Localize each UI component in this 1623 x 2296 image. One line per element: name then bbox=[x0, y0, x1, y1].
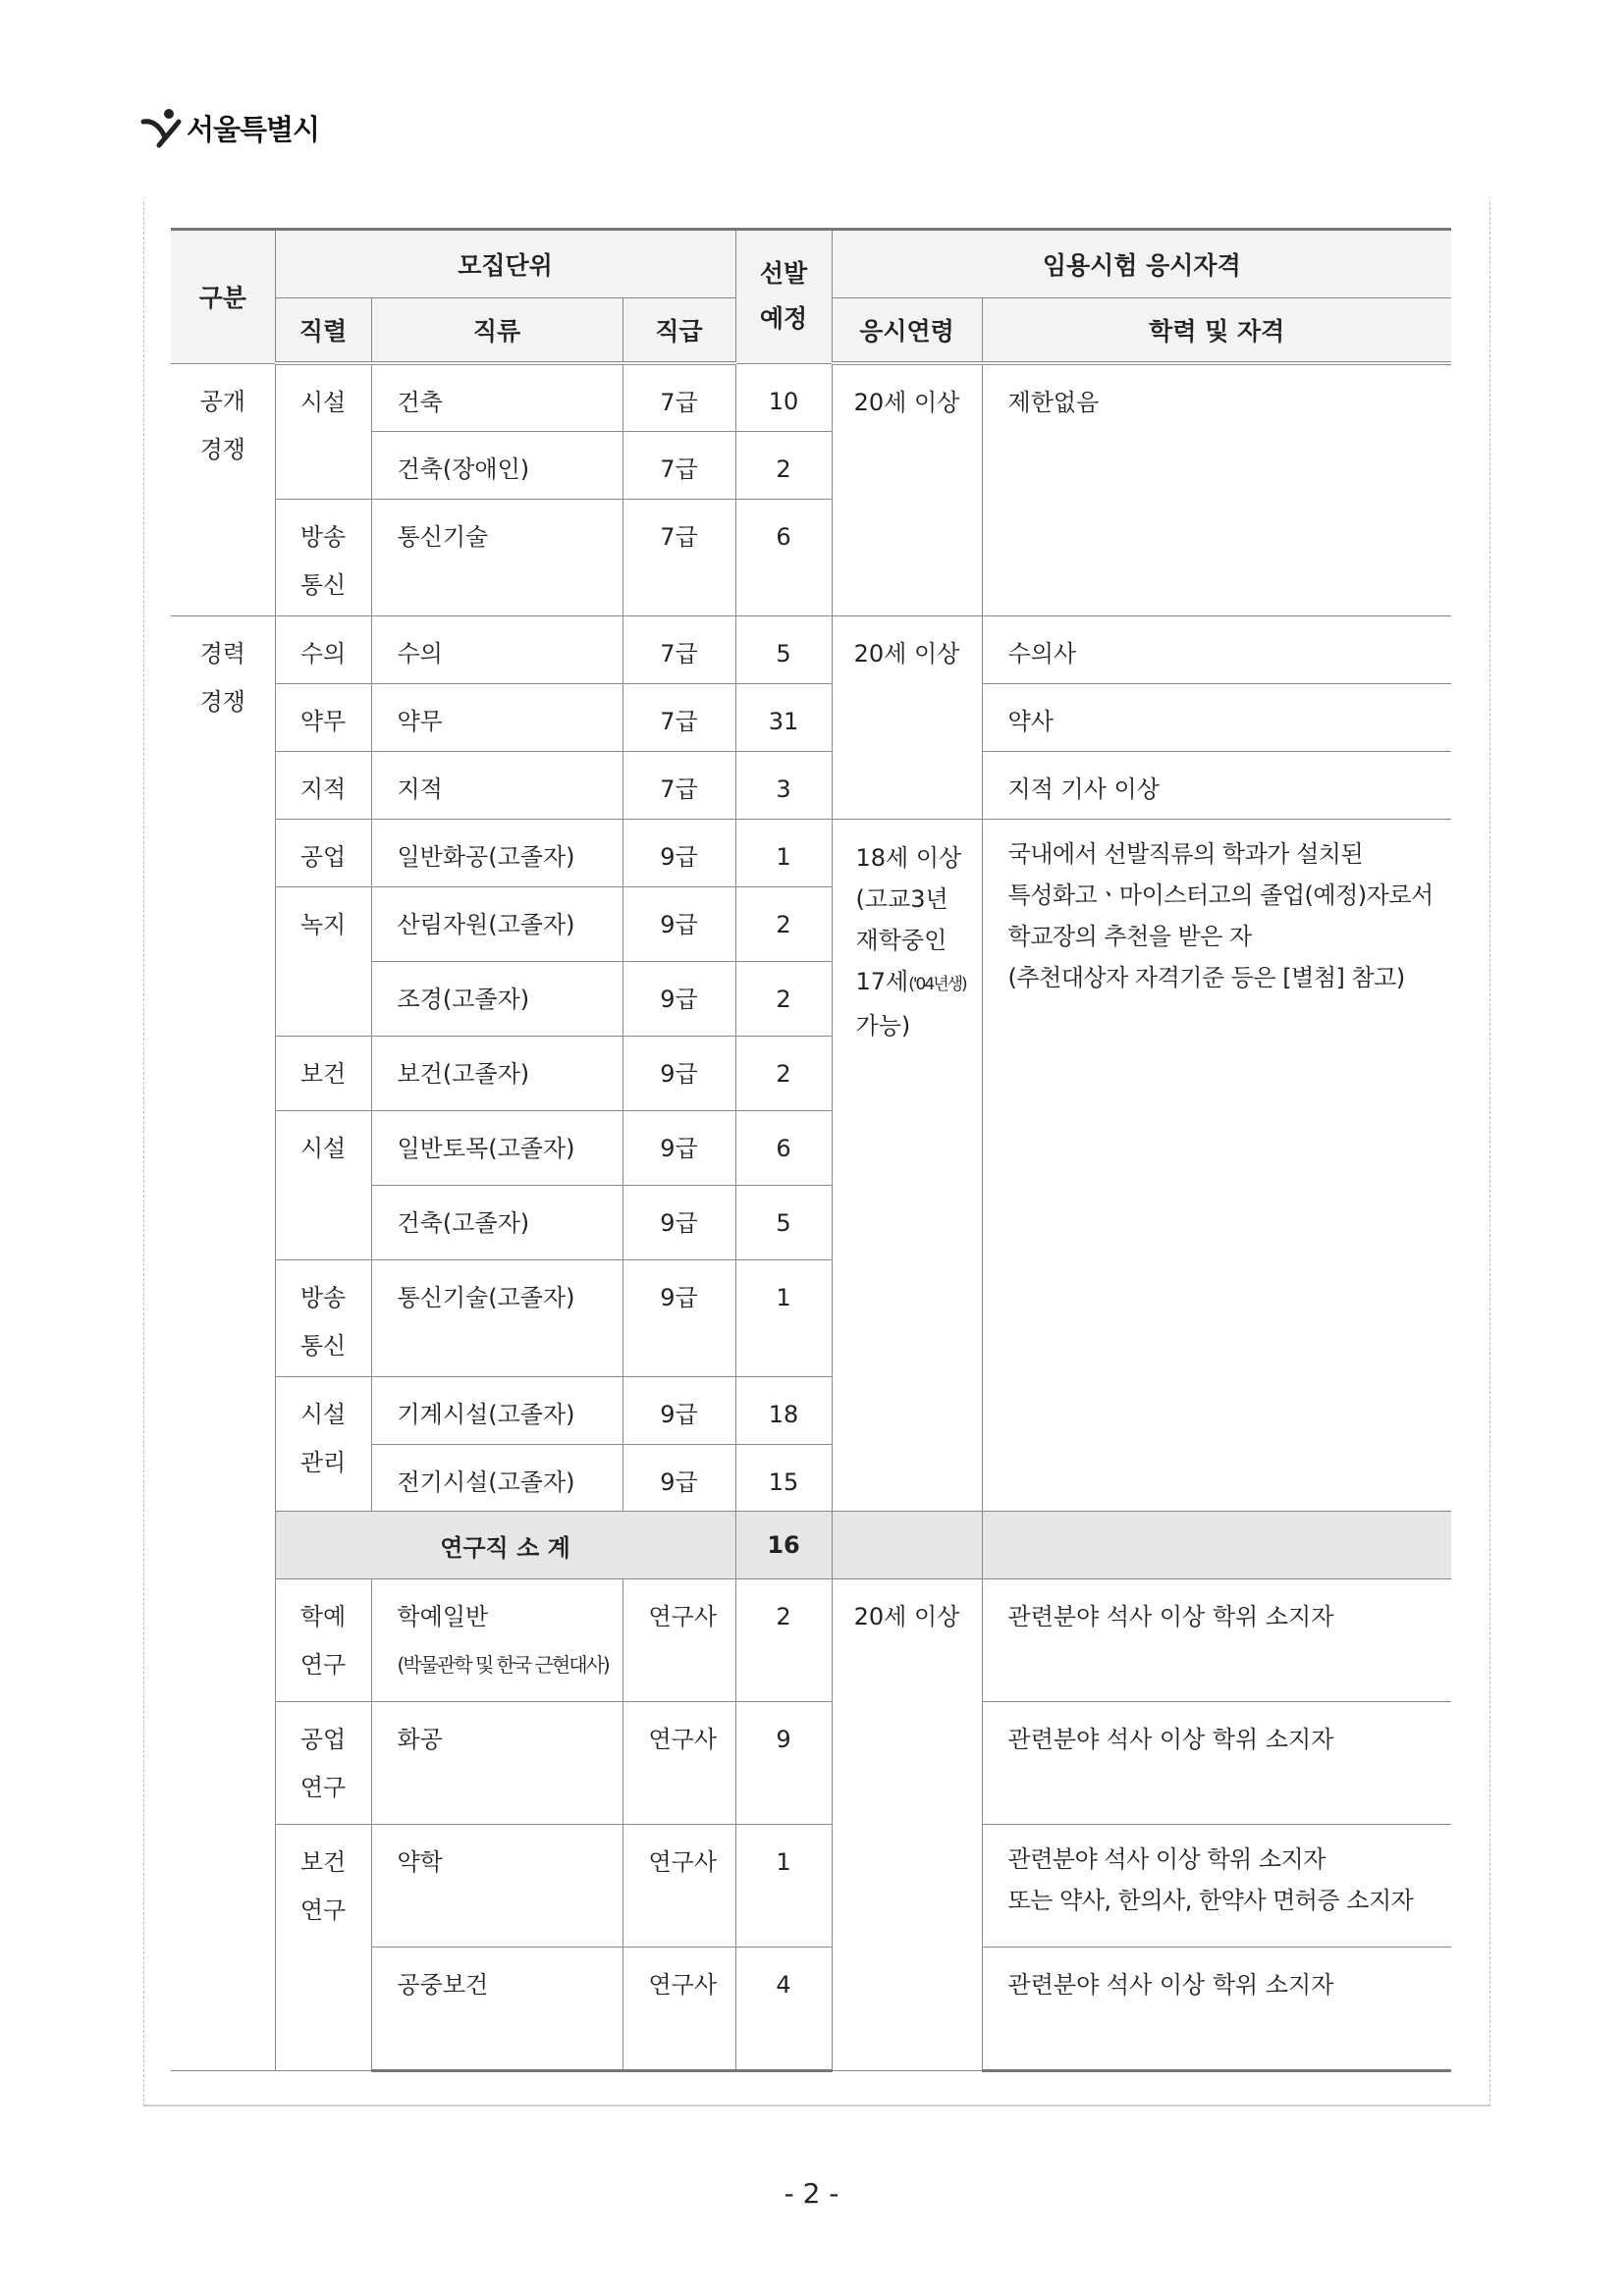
qual-cell: 제한없음 bbox=[1007, 389, 1100, 416]
kind-cell: 공중보건 bbox=[397, 1971, 489, 1999]
kind-cell: 산림자원(고졸자) bbox=[397, 911, 575, 938]
kind-cell: 일반토목(고졸자) bbox=[397, 1135, 575, 1162]
table-row bbox=[171, 752, 1451, 820]
series-cell: 시설 bbox=[299, 389, 347, 416]
grade-cell: 9급 bbox=[660, 1135, 698, 1162]
count-cell: 2 bbox=[776, 911, 791, 938]
kind-cell: 조경(고졸자) bbox=[397, 986, 530, 1013]
subtotal-label: 연구직 소 계 bbox=[275, 1512, 735, 1579]
kind-cell: 전기시설(고졸자) bbox=[397, 1468, 575, 1496]
kind-cell: 화공 bbox=[397, 1726, 443, 1753]
grade-cell: 7급 bbox=[660, 523, 698, 551]
count-cell: 2 bbox=[776, 455, 791, 483]
count-cell: 5 bbox=[776, 640, 791, 667]
subtotal-count: 16 bbox=[735, 1512, 832, 1579]
series-cell: 공업 bbox=[299, 843, 347, 871]
header-imyong: 임용시험 응시자격 bbox=[832, 230, 1451, 298]
series-cell: 학예 연구 bbox=[299, 1603, 347, 1679]
logo-text: 서울특별시 bbox=[187, 112, 320, 146]
grade-cell: 연구사 bbox=[648, 1726, 718, 1753]
age-line: (고교3년 bbox=[855, 885, 948, 913]
count-cell: 1 bbox=[776, 843, 791, 871]
series-cell: 방송 통신 bbox=[299, 523, 347, 599]
qual-cell: 지적 기사 이상 bbox=[1007, 775, 1160, 803]
age-line: 18세 이상 bbox=[855, 844, 962, 872]
category-open: 공개 경쟁 bbox=[199, 387, 245, 463]
kind-cell bbox=[398, 1579, 622, 1689]
grade-cell: 9급 bbox=[660, 1284, 698, 1311]
age-line: 재학중인 bbox=[855, 927, 947, 954]
count-cell: 1 bbox=[776, 1284, 791, 1311]
grade-cell: 연구사 bbox=[648, 1848, 718, 1876]
qual-cell: 수의사 bbox=[1007, 640, 1077, 667]
header-gubun: 구분 bbox=[171, 230, 275, 364]
age-cell: 20세 이상 bbox=[853, 1603, 960, 1630]
series-cell: 녹지 bbox=[299, 911, 347, 938]
count-cell: 5 bbox=[776, 1209, 791, 1237]
count-cell: 2 bbox=[776, 1060, 791, 1088]
age-cell: 20세 이상 bbox=[853, 389, 960, 416]
count-cell: 1 bbox=[776, 1848, 791, 1876]
age-line-part: 17세 bbox=[855, 968, 909, 995]
grade-cell: 9급 bbox=[660, 843, 698, 871]
grade-cell: 9급 bbox=[660, 911, 698, 938]
age-line bbox=[856, 961, 982, 1005]
count-cell: 6 bbox=[776, 523, 791, 551]
subtotal-row bbox=[171, 1512, 1451, 1579]
qual-cell-highschool: 국내에서 선발직류의 학과가 설치된 특성화고ㆍ마이스터고의 졸업(예정)자로서 학교장의 추천을 받은 자 (추천대상자 자격기준 등은 [별첨] 참고) bbox=[1007, 840, 1434, 991]
kind-cell: 건축 bbox=[397, 389, 443, 416]
kind-cell: 약무 bbox=[397, 708, 443, 735]
count-cell: 2 bbox=[776, 1603, 791, 1630]
category-career: 경력 경쟁 bbox=[199, 640, 245, 716]
header-qual: 학력 및 자격 bbox=[982, 298, 1451, 364]
grade-cell: 9급 bbox=[660, 1060, 698, 1088]
count-cell: 4 bbox=[776, 1971, 791, 1999]
header-age: 응시연령 bbox=[832, 298, 982, 364]
kind-subtext: (박물관학 및 한국 근현대사) bbox=[397, 1653, 609, 1677]
age-line-part: ('04년생) bbox=[908, 975, 966, 994]
count-cell: 18 bbox=[768, 1401, 799, 1428]
grade-cell: 7급 bbox=[660, 389, 698, 416]
kind-cell: 통신기술 bbox=[397, 523, 489, 551]
age-cell-highschool bbox=[856, 820, 982, 1046]
count-cell: 9 bbox=[776, 1726, 791, 1753]
qual-cell: 관련분야 석사 이상 학위 소지자 또는 약사, 한의사, 한약사 면허증 소지자 bbox=[1007, 1845, 1414, 1914]
count-cell: 10 bbox=[768, 387, 799, 415]
seoul-logo bbox=[139, 106, 319, 149]
header-jikryu: 직류 bbox=[371, 298, 622, 364]
qual-cell: 관련분야 석사 이상 학위 소지자 bbox=[1007, 1603, 1334, 1630]
series-cell: 방송 통신 bbox=[299, 1284, 347, 1360]
table-row bbox=[171, 363, 1451, 432]
count-cell: 6 bbox=[776, 1135, 791, 1162]
count-cell: 31 bbox=[768, 708, 799, 735]
kind-cell: 수의 bbox=[397, 640, 443, 667]
table-row bbox=[171, 616, 1451, 684]
grade-cell: 7급 bbox=[660, 640, 698, 667]
series-cell: 시설 bbox=[299, 1135, 347, 1162]
grade-cell: 연구사 bbox=[648, 1971, 718, 1999]
kind-text: 학예일반 bbox=[397, 1603, 489, 1630]
grade-cell: 7급 bbox=[660, 708, 698, 735]
count-cell: 2 bbox=[776, 986, 791, 1013]
kind-cell: 보건(고졸자) bbox=[397, 1060, 530, 1088]
table-row bbox=[171, 1579, 1451, 1702]
table-row bbox=[171, 1825, 1451, 1948]
series-cell: 수의 bbox=[299, 640, 347, 667]
qual-cell: 관련분야 석사 이상 학위 소지자 bbox=[1007, 1971, 1334, 1999]
grade-cell: 9급 bbox=[660, 986, 698, 1013]
grade-cell: 연구사 bbox=[648, 1603, 718, 1630]
grade-cell: 9급 bbox=[660, 1401, 698, 1428]
header-jikgeup: 직급 bbox=[622, 298, 735, 364]
seoul-logo-icon bbox=[139, 106, 183, 149]
count-cell: 15 bbox=[768, 1468, 799, 1496]
age-line: 가능) bbox=[855, 1012, 911, 1040]
kind-cell: 약학 bbox=[397, 1848, 443, 1876]
series-cell: 약무 bbox=[299, 708, 347, 735]
count-cell: 3 bbox=[776, 775, 791, 803]
series-cell: 보건 연구 bbox=[299, 1848, 347, 1924]
kind-cell: 지적 bbox=[397, 775, 443, 803]
grade-cell: 9급 bbox=[660, 1209, 698, 1237]
grade-cell: 7급 bbox=[660, 455, 698, 483]
age-cell: 20세 이상 bbox=[853, 640, 960, 667]
kind-cell: 통신기술(고졸자) bbox=[397, 1284, 575, 1311]
series-cell: 지적 bbox=[299, 775, 347, 803]
kind-cell: 건축(고졸자) bbox=[397, 1209, 530, 1237]
table-row bbox=[171, 820, 1451, 887]
qual-cell: 약사 bbox=[1007, 708, 1054, 735]
series-cell: 시설 관리 bbox=[299, 1401, 347, 1476]
header-mojip: 모집단위 bbox=[275, 230, 735, 298]
series-cell: 보건 bbox=[299, 1060, 347, 1088]
grade-cell: 7급 bbox=[660, 775, 698, 803]
grade-cell: 9급 bbox=[660, 1468, 698, 1496]
table-row bbox=[171, 1702, 1451, 1825]
page-number: - 2 - bbox=[784, 2177, 839, 2210]
kind-cell: 건축(장애인) bbox=[397, 455, 530, 483]
header-seonbal: 선발 예정 bbox=[735, 230, 832, 364]
recruitment-table bbox=[171, 228, 1451, 2072]
table-row bbox=[171, 684, 1451, 752]
header-jikryeol: 직렬 bbox=[275, 298, 371, 364]
qual-cell: 관련분야 석사 이상 학위 소지자 bbox=[1007, 1726, 1334, 1753]
series-cell: 공업 연구 bbox=[299, 1726, 347, 1801]
kind-cell: 기계시설(고졸자) bbox=[397, 1401, 575, 1428]
kind-cell: 일반화공(고졸자) bbox=[397, 843, 575, 871]
